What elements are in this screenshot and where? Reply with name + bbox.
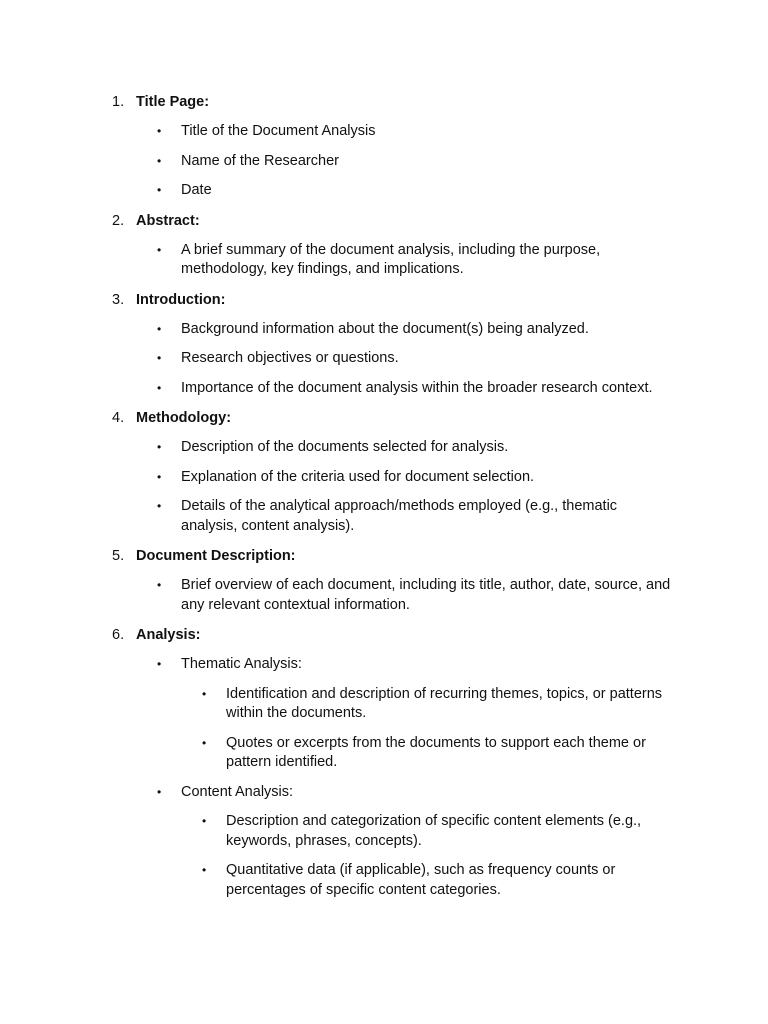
bullet-icon: • bbox=[157, 242, 162, 257]
list-item bbox=[0, 379, 676, 399]
section-number: 3. bbox=[112, 291, 125, 308]
list-item-text: Details of the analytical approach/methods employed (e.g., thematic analysis, content analysis). bbox=[181, 498, 618, 534]
bullet-icon: • bbox=[157, 321, 162, 336]
bullet-icon: • bbox=[157, 351, 162, 365]
section-number: 4. bbox=[112, 410, 125, 426]
list-item-text: Thematic Analysis: bbox=[181, 656, 302, 672]
list-item bbox=[0, 468, 676, 488]
sub-list-item-text: Quotes or excerpts from the documents to support each theme or pattern identified. bbox=[226, 734, 646, 770]
list-item-text: Background information about the document(s) being analyzed. bbox=[181, 320, 589, 337]
bullet-icon: • bbox=[202, 814, 207, 828]
list-item bbox=[0, 349, 676, 369]
bullet-icon: • bbox=[157, 499, 162, 513]
section-heading: Analysis: bbox=[136, 627, 201, 643]
list-item bbox=[0, 497, 676, 536]
bullet-icon: • bbox=[157, 124, 162, 138]
bullet-icon: • bbox=[157, 578, 162, 592]
list-item bbox=[0, 122, 676, 142]
section-introduction bbox=[0, 290, 768, 399]
bullet-icon: • bbox=[202, 686, 207, 701]
section-number: 1. bbox=[112, 94, 125, 110]
sub-list-item bbox=[0, 685, 676, 724]
section-number: 6. bbox=[112, 627, 125, 643]
sub-list-item bbox=[0, 734, 676, 773]
sub-list-item-text: Description and categorization of specific content elements (e.g., keywords, phrases, concepts). bbox=[226, 813, 642, 849]
sub-list-item-text: Identification and description of recurring themes, topics, or patterns within the documents. bbox=[226, 685, 663, 721]
section-number: 2. bbox=[112, 212, 125, 229]
section-heading: Title Page: bbox=[136, 94, 210, 110]
bullet-icon: • bbox=[157, 657, 162, 671]
bullet-icon: • bbox=[202, 863, 207, 877]
sub-list-item bbox=[0, 861, 676, 900]
list-item-text: Date bbox=[181, 182, 212, 198]
list-item bbox=[0, 181, 676, 201]
list-item-text: Importance of the document analysis within the broader research context. bbox=[181, 379, 653, 396]
section-title-page bbox=[0, 92, 768, 201]
sub-list-item-text: Quantitative data (if applicable), such as frequency counts or percentages of specific content categories. bbox=[226, 862, 616, 898]
bullet-icon: • bbox=[157, 469, 162, 484]
bullet-icon: • bbox=[157, 153, 162, 168]
bullet-icon: • bbox=[157, 183, 162, 197]
list-item bbox=[0, 576, 676, 615]
list-item-text: Title of the Document Analysis bbox=[181, 123, 376, 139]
list-item-text: A brief summary of the document analysis, including the purpose, methodology, key findings, and implications. bbox=[181, 241, 601, 277]
list-item-text: Brief overview of each document, including its title, author, date, source, and any relevant contextual information. bbox=[181, 577, 671, 613]
list-item bbox=[0, 655, 676, 675]
section-number: 5. bbox=[112, 548, 125, 564]
section-heading: Introduction: bbox=[136, 291, 226, 308]
bullet-icon: • bbox=[157, 380, 162, 395]
section-heading: Abstract: bbox=[136, 212, 200, 229]
list-item bbox=[0, 152, 676, 172]
list-item-text: Description of the documents selected for analysis. bbox=[181, 439, 509, 455]
list-item bbox=[0, 241, 676, 280]
list-item bbox=[0, 438, 676, 458]
section-methodology bbox=[0, 408, 768, 536]
bullet-icon: • bbox=[157, 784, 162, 799]
list-item-text: Explanation of the criteria used for document selection. bbox=[181, 468, 535, 485]
bullet-icon: • bbox=[202, 735, 207, 750]
list-item-text: Name of the Researcher bbox=[181, 152, 339, 169]
list-item bbox=[0, 320, 676, 340]
section-heading: Methodology: bbox=[136, 410, 232, 426]
section-abstract bbox=[0, 211, 768, 280]
list-item-text: Content Analysis: bbox=[181, 783, 294, 800]
sub-list-item bbox=[0, 812, 676, 851]
section-heading: Document Description: bbox=[136, 548, 296, 564]
list-item-text: Research objectives or questions. bbox=[181, 350, 399, 366]
section-document-description bbox=[0, 546, 768, 615]
list-item bbox=[0, 783, 676, 803]
bullet-icon: • bbox=[157, 440, 162, 454]
document-page bbox=[0, 92, 768, 910]
section-analysis bbox=[0, 625, 768, 900]
